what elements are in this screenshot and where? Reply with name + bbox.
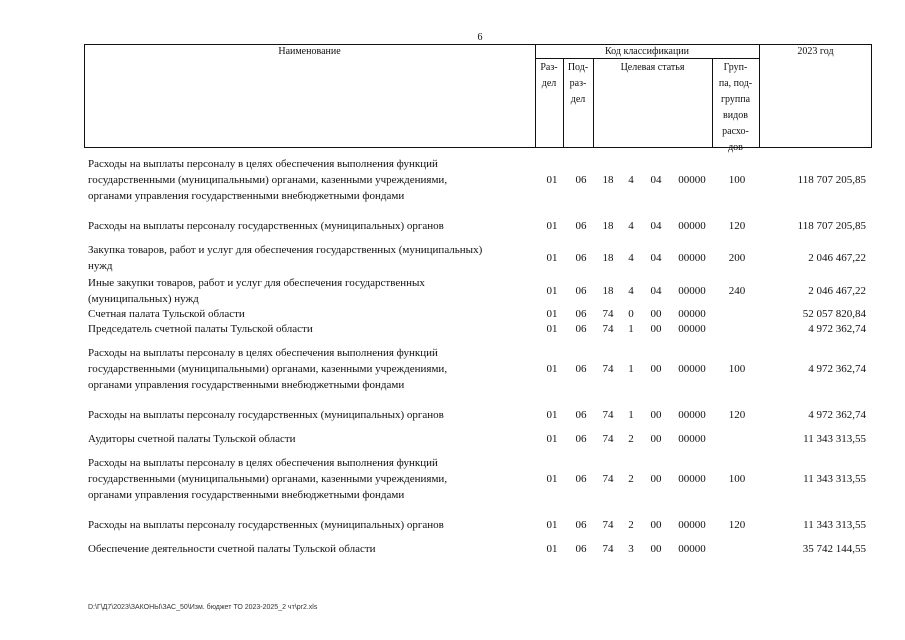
- row-code-c1: 74: [602, 543, 614, 555]
- row-name: [88, 407, 536, 423]
- row-code-c4: 00000: [678, 323, 706, 335]
- header-classification: Код классификации: [604, 46, 690, 57]
- page-number: 6: [477, 32, 483, 43]
- row-code-rz: 01: [546, 409, 558, 421]
- file-path: D:\Г\Д7\2023\ЗАКОНЫ\ЗАС_50\Изм. бюджет ТО 2023-2025_2 чт\pr2.xls: [88, 604, 318, 611]
- row-code-vr: 100: [728, 363, 746, 375]
- row-name: [88, 306, 536, 322]
- row-code-rz: 01: [546, 543, 558, 555]
- row-code-c1: 18: [602, 285, 614, 297]
- header-razdel: [535, 60, 563, 92]
- header-razdel-line: Раз-: [540, 62, 558, 73]
- row-code-rz: 01: [546, 220, 558, 232]
- header-group-line: видов: [723, 110, 748, 121]
- header-podrazdel: [563, 60, 593, 108]
- row-name-line: органами управления государственными внебюджетными фондами: [88, 379, 405, 391]
- row-code-c1: 74: [602, 323, 614, 335]
- header-group: [712, 60, 759, 156]
- row-amount: 4 972 362,74: [808, 409, 866, 421]
- row-name: [88, 156, 536, 204]
- row-code-c2: 2: [628, 433, 634, 445]
- header-podrazdel-line: Под-: [567, 62, 589, 73]
- row-code-pr: 06: [575, 433, 587, 445]
- row-name: [88, 517, 536, 533]
- row-code-c2: 4: [628, 252, 634, 264]
- row-code-c4: 00000: [678, 220, 706, 232]
- row-amount: 11 343 313,55: [803, 473, 866, 485]
- row-code-pr: 06: [575, 363, 587, 375]
- row-code-c3: 00: [650, 409, 662, 421]
- row-name: [88, 541, 536, 557]
- header-podrazdel-line: дел: [570, 94, 586, 105]
- header-razdel-line: дел: [541, 78, 557, 89]
- header-group-line: расхо-: [722, 126, 749, 137]
- row-code-rz: 01: [546, 285, 558, 297]
- row-code-c2: 3: [628, 543, 634, 555]
- row-code-c1: 18: [602, 220, 614, 232]
- row-code-vr: 120: [728, 409, 746, 421]
- row-code-vr: 120: [728, 519, 746, 531]
- row-code-c1: 74: [602, 473, 614, 485]
- row-code-c4: 00000: [678, 174, 706, 186]
- row-code-pr: 06: [575, 220, 587, 232]
- row-code-c4: 00000: [678, 252, 706, 264]
- row-code-c3: 00: [650, 323, 662, 335]
- row-code-c2: 0: [628, 308, 634, 320]
- row-code-c1: 74: [602, 433, 614, 445]
- row-amount: 2 046 467,22: [808, 252, 866, 264]
- row-code-c3: 00: [650, 363, 662, 375]
- row-code-c1: 18: [602, 252, 614, 264]
- header-year: 2023 год: [797, 46, 834, 57]
- header-name: Наименование: [278, 46, 341, 57]
- row-code-c4: 00000: [678, 543, 706, 555]
- row-name-line: Расходы на выплаты персоналу государственных (муниципальных) органов: [88, 220, 444, 232]
- row-code-c1: 74: [602, 519, 614, 531]
- row-code-pr: 06: [575, 174, 587, 186]
- row-code-vr: 100: [728, 174, 746, 186]
- row-name-line: Расходы на выплаты персоналу государственных (муниципальных) органов: [88, 519, 444, 531]
- row-code-c4: 00000: [678, 519, 706, 531]
- row-code-c4: 00000: [678, 363, 706, 375]
- row-code-c3: 00: [650, 433, 662, 445]
- row-code-c4: 00000: [678, 308, 706, 320]
- row-code-c3: 04: [650, 285, 662, 297]
- row-code-c4: 00000: [678, 433, 706, 445]
- row-name: [88, 345, 536, 393]
- row-code-c4: 00000: [678, 473, 706, 485]
- row-amount: 52 057 820,84: [802, 308, 866, 320]
- row-code-c3: 00: [650, 519, 662, 531]
- row-name-line: органами управления государственными внебюджетными фондами: [88, 489, 405, 501]
- row-code-c2: 2: [628, 519, 634, 531]
- row-code-c1: 74: [602, 363, 614, 375]
- row-code-pr: 06: [575, 323, 587, 335]
- row-code-rz: 01: [546, 473, 558, 485]
- row-code-rz: 01: [546, 519, 558, 531]
- row-name-line: Расходы на выплаты персоналу в целях обеспечения выполнения функций: [88, 158, 438, 170]
- row-name-line: государственными (муниципальными) органами, казенными учреждениями,: [88, 174, 448, 186]
- row-name-line: Закупка товаров, работ и услуг для обеспечения государственных (муниципальных): [88, 244, 483, 256]
- row-code-c1: 74: [602, 308, 614, 320]
- row-amount: 11 343 313,55: [803, 433, 866, 445]
- row-name-line: государственными (муниципальными) органами, казенными учреждениями,: [88, 363, 448, 375]
- row-name-line: (муниципальных) нужд: [88, 293, 199, 305]
- row-amount: 118 707 205,85: [797, 174, 866, 186]
- row-name: [88, 242, 536, 274]
- header-group-line: группа: [720, 94, 751, 105]
- row-name-line: Расходы на выплаты персоналу государственных (муниципальных) органов: [88, 409, 444, 421]
- row-amount: 4 972 362,74: [808, 323, 866, 335]
- row-name-line: Иные закупки товаров, работ и услуг для обеспечения государственных: [88, 277, 425, 289]
- header-podrazdel-line: раз-: [569, 78, 587, 89]
- row-name-line: Обеспечение деятельности счетной палаты Тульской области: [88, 543, 376, 555]
- row-amount: 118 707 205,85: [797, 220, 866, 232]
- row-name-line: нужд: [88, 260, 113, 272]
- row-code-rz: 01: [546, 252, 558, 264]
- row-name: [88, 431, 536, 447]
- row-amount: 35 742 144,55: [802, 543, 866, 555]
- row-code-c2: 2: [628, 473, 634, 485]
- row-name: [88, 275, 536, 307]
- row-code-c4: 00000: [678, 285, 706, 297]
- row-code-c3: 04: [650, 174, 662, 186]
- row-code-vr: 100: [728, 473, 746, 485]
- row-code-c2: 1: [628, 363, 634, 375]
- row-name-line: органами управления государственными внебюджетными фондами: [88, 190, 405, 202]
- row-code-c1: 18: [602, 174, 614, 186]
- row-amount: 2 046 467,22: [808, 285, 866, 297]
- row-code-rz: 01: [546, 433, 558, 445]
- row-code-rz: 01: [546, 363, 558, 375]
- row-name: [88, 218, 536, 234]
- row-code-pr: 06: [575, 543, 587, 555]
- row-code-rz: 01: [546, 308, 558, 320]
- row-name: [88, 321, 536, 337]
- row-code-c3: 00: [650, 543, 662, 555]
- row-name-line: Расходы на выплаты персоналу в целях обеспечения выполнения функций: [88, 347, 438, 359]
- row-code-c4: 00000: [678, 409, 706, 421]
- row-code-c2: 4: [628, 174, 634, 186]
- row-name: [88, 455, 536, 503]
- row-code-pr: 06: [575, 252, 587, 264]
- row-code-vr: 240: [728, 285, 746, 297]
- row-code-c2: 4: [628, 220, 634, 232]
- row-code-pr: 06: [575, 409, 587, 421]
- row-code-pr: 06: [575, 519, 587, 531]
- row-code-pr: 06: [575, 308, 587, 320]
- row-code-c2: 1: [628, 323, 634, 335]
- row-name-line: государственными (муниципальными) органами, казенными учреждениями,: [88, 473, 448, 485]
- header-group-line: Груп-: [723, 62, 748, 73]
- header-group-line: дов: [728, 142, 743, 153]
- header-group-line: па, под-: [718, 78, 753, 89]
- row-code-c2: 1: [628, 409, 634, 421]
- row-name-line: Расходы на выплаты персоналу в целях обеспечения выполнения функций: [88, 457, 438, 469]
- row-code-c1: 74: [602, 409, 614, 421]
- row-name-line: Счетная палата Тульской области: [88, 308, 245, 320]
- row-code-vr: 200: [728, 252, 746, 264]
- row-code-rz: 01: [546, 323, 558, 335]
- row-code-pr: 06: [575, 285, 587, 297]
- row-code-c3: 04: [650, 252, 662, 264]
- row-code-pr: 06: [575, 473, 587, 485]
- table-header: [84, 44, 872, 153]
- row-code-vr: 120: [728, 220, 746, 232]
- row-name-line: Председатель счетной палаты Тульской области: [88, 323, 313, 335]
- header-target: Целевая статья: [620, 62, 685, 73]
- row-code-c3: 04: [650, 220, 662, 232]
- row-amount: 4 972 362,74: [808, 363, 866, 375]
- row-code-c3: 00: [650, 473, 662, 485]
- row-code-c2: 4: [628, 285, 634, 297]
- row-code-c3: 00: [650, 308, 662, 320]
- row-name-line: Аудиторы счетной палаты Тульской области: [88, 433, 296, 445]
- row-amount: 11 343 313,55: [803, 519, 866, 531]
- row-code-rz: 01: [546, 174, 558, 186]
